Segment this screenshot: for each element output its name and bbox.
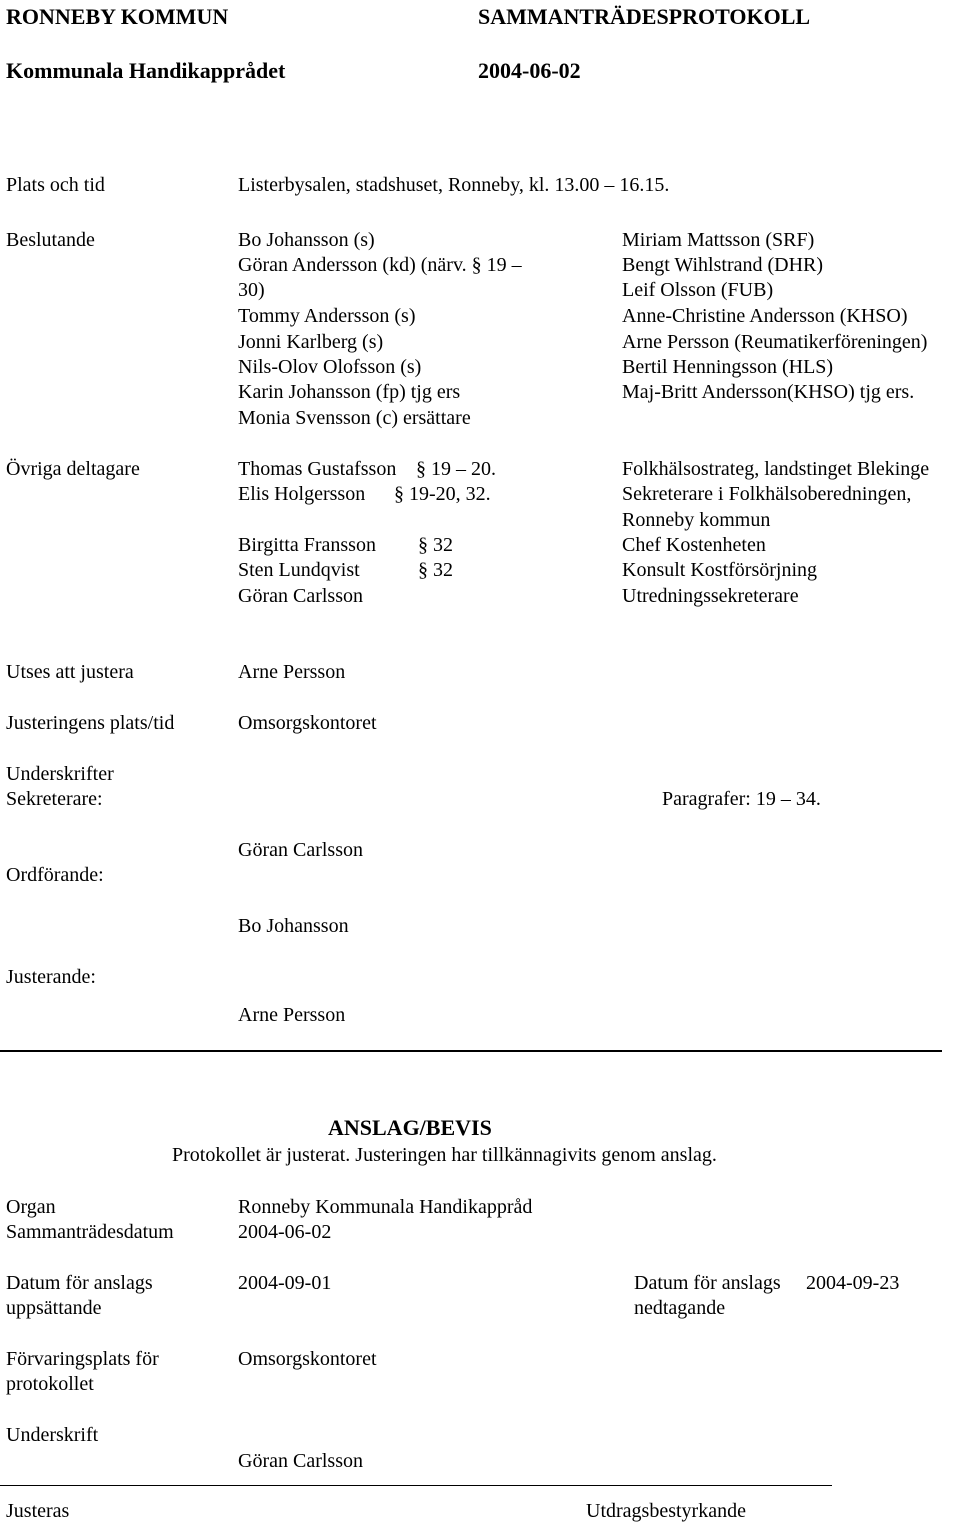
posted-value: 2004-09-01 (238, 1272, 332, 1294)
deciding-member: Nils-Olov Olofsson (s) (238, 356, 422, 378)
deciding-member: Bo Johansson (s) (238, 229, 375, 251)
adjuster-label: Justerande: (6, 966, 96, 988)
deciding-member: Arne Persson (Reumatikerföreningen) (622, 331, 928, 353)
participant-role: Konsult Kostförsörjning (622, 559, 817, 581)
storage-label: Förvaringsplats för (6, 1348, 159, 1370)
posted-label-cont: uppsättande (6, 1297, 102, 1319)
adjust-place-value: Omsorgskontoret (238, 712, 377, 734)
participant-name: Elis Holgersson (238, 483, 366, 505)
participant-name: Birgitta Fransson (238, 534, 376, 556)
meeting-date-label: Sammanträdesdatum (6, 1221, 174, 1243)
signature-line (0, 1485, 832, 1486)
header-body-name: Kommunala Handikapprådet (6, 58, 286, 83)
signatures-heading: Underskrifter (6, 763, 114, 785)
participant-name: Sten Lundqvist (238, 559, 360, 581)
chair-name: Bo Johansson (238, 915, 349, 937)
header-date: 2004-06-02 (478, 58, 581, 83)
place-label: Plats och tid (6, 174, 105, 196)
adjusted-label: Justeras (6, 1500, 70, 1522)
place-value: Listerbysalen, stadshuset, Ronneby, kl. 13.00 – 16.15. (238, 174, 670, 196)
appointed-value: Arne Persson (238, 661, 346, 683)
participant-role: Chef Kostenheten (622, 534, 766, 556)
participant-paragraphs: § 32 (418, 559, 453, 581)
signature-name: Göran Carlsson (238, 1450, 363, 1472)
deciding-member: Tommy Andersson (s) (238, 305, 416, 327)
removed-label-cont: nedtagande (634, 1297, 726, 1319)
deciding-member: Karin Johansson (fp) tjg ers (238, 381, 461, 403)
signature-label: Underskrift (6, 1424, 99, 1446)
participant-paragraphs: § 19 – 20. (416, 458, 496, 480)
participant-paragraphs: § 19-20, 32. (394, 483, 491, 505)
deciding-member: Jonni Karlberg (s) (238, 331, 384, 353)
deciding-member: Anne-Christine Andersson (KHSO) (622, 305, 908, 327)
header-org: RONNEBY KOMMUN (6, 4, 229, 29)
participant-name: Göran Carlsson (238, 585, 363, 607)
deciding-member: Bengt Wihlstrand (DHR) (622, 254, 824, 276)
participant-role: Sekreterare i Folkhälsoberedningen, (622, 483, 912, 505)
section-divider (0, 1050, 942, 1052)
deciding-member: Bertil Henningsson (HLS) (622, 356, 834, 378)
notice-subtitle: Protokollet är justerat. Justeringen har tillkännagivits genom anslag. (172, 1144, 717, 1166)
extract-label: Utdragsbestyrkande (586, 1500, 746, 1522)
storage-label-cont: protokollet (6, 1373, 94, 1395)
secretary-label: Sekreterare: (6, 788, 103, 810)
deciding-member: Maj-Britt Andersson(KHSO) tjg ers. (622, 381, 915, 403)
chair-label: Ordförande: (6, 864, 104, 886)
participant-role: Folkhälsostrateg, landstinget Blekinge (622, 458, 930, 480)
header-doc-type: SAMMANTRÄDESPROTOKOLL (478, 4, 811, 29)
removed-label: Datum för anslags (634, 1272, 781, 1294)
deciding-member: Göran Andersson (kd) (närv. § 19 – (238, 254, 522, 276)
appointed-label: Utses att justera (6, 661, 134, 683)
paragraphs-range: Paragrafer: 19 – 34. (662, 788, 821, 810)
participant-role: Ronneby kommun (622, 509, 771, 531)
storage-value: Omsorgskontoret (238, 1348, 377, 1370)
meeting-date-value: 2004-06-02 (238, 1221, 332, 1243)
adjuster-name: Arne Persson (238, 1004, 346, 1026)
participant-paragraphs: § 32 (418, 534, 453, 556)
posted-label: Datum för anslags (6, 1272, 153, 1294)
removed-value: 2004-09-23 (806, 1272, 900, 1294)
deciding-label: Beslutande (6, 229, 95, 251)
participant-name: Thomas Gustafsson (238, 458, 397, 480)
secretary-name: Göran Carlsson (238, 839, 363, 861)
notice-title: ANSLAG/BEVIS (328, 1115, 492, 1140)
participant-role: Utredningssekreterare (622, 585, 799, 607)
deciding-member: Monia Svensson (c) ersättare (238, 407, 471, 429)
others-label: Övriga deltagare (6, 458, 140, 480)
organ-value: Ronneby Kommunala Handikappråd (238, 1196, 533, 1218)
deciding-member: Miriam Mattsson (SRF) (622, 229, 815, 251)
organ-label: Organ (6, 1196, 56, 1218)
adjust-place-label: Justeringens plats/tid (6, 712, 175, 734)
deciding-member: Leif Olsson (FUB) (622, 279, 774, 301)
deciding-member: 30) (238, 279, 265, 301)
